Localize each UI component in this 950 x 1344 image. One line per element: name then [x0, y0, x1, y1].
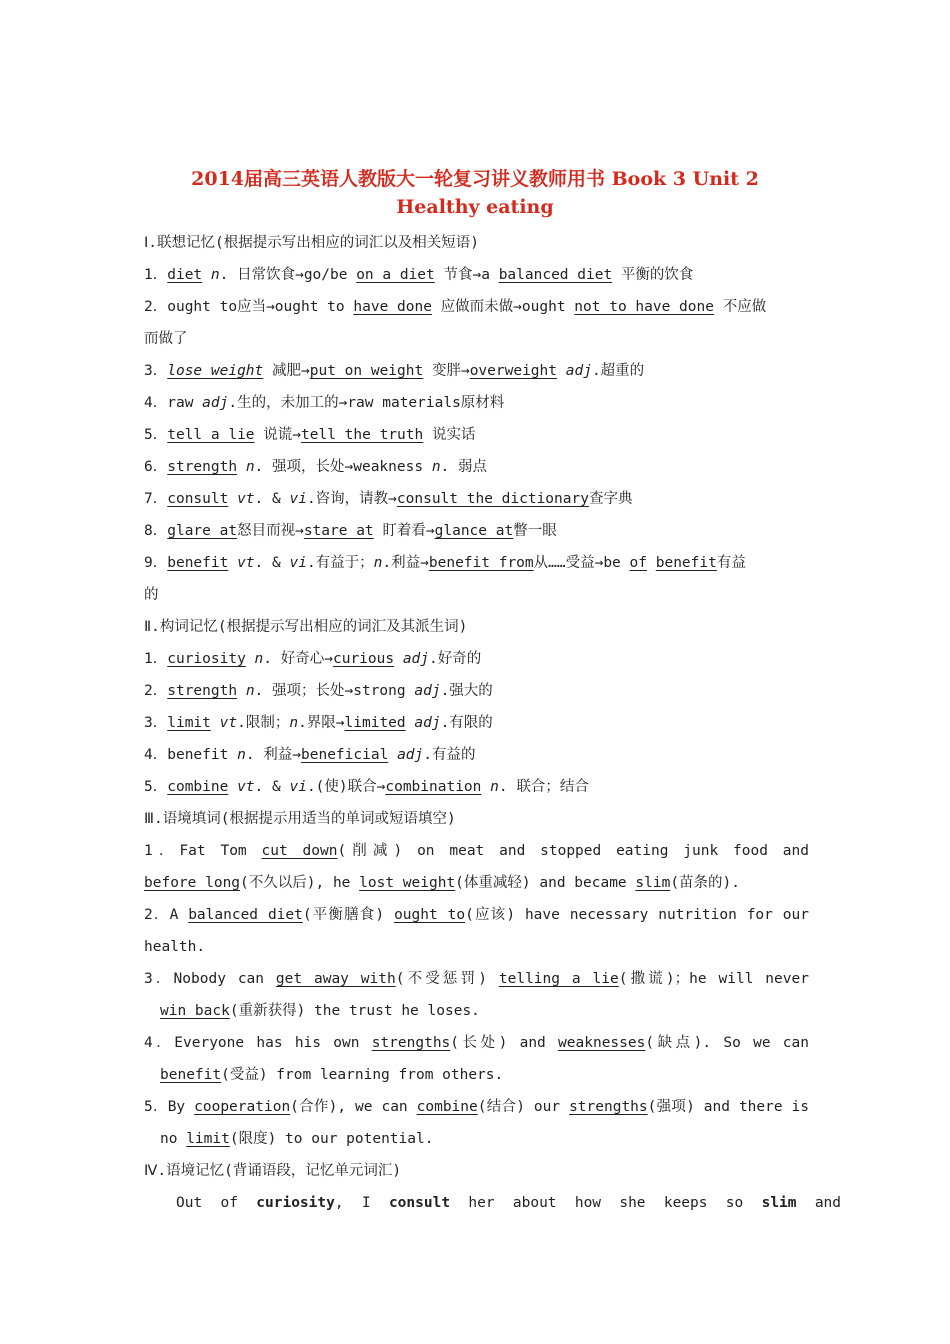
line-text: (撒谎)；he will never [618, 971, 809, 987]
line-text [237, 459, 246, 475]
line-text: vi [289, 491, 307, 507]
line-text: n [431, 459, 441, 475]
answer-text: beneficial [301, 747, 389, 763]
line-text: (削减) on meat and stopped eating junk food and [337, 843, 809, 859]
line-text: .有益的 [423, 747, 476, 763]
line-text: 说谎→ [254, 427, 302, 443]
answer-text: curiosity [167, 651, 246, 667]
line-text: Ⅳ.语境记忆(背诵语段，记忆单元词汇) [144, 1163, 402, 1179]
text-line [144, 233, 809, 253]
line-text: Ⅲ.语境填词(根据提示用适当的单词或短语填空) [144, 811, 456, 827]
answer-text: slim [635, 875, 671, 891]
answer-text: limited [344, 715, 406, 731]
line-text: 7． [144, 491, 168, 507]
line-text: n [289, 715, 299, 731]
line-text: .界限→ [298, 715, 345, 731]
line-text: . 利益→ [245, 747, 302, 763]
line-text: 不应做 [713, 299, 767, 315]
line-text: 平衡的饮食 [612, 267, 694, 283]
text-line [144, 1161, 809, 1181]
line-text: (重新获得) the trust he loses. [229, 1003, 480, 1019]
text-line [144, 297, 809, 317]
line-text: . & [254, 779, 290, 795]
line-text: adj [402, 651, 430, 667]
answer-text: stare at [303, 523, 374, 539]
line-text: n [490, 779, 499, 795]
answer-text: combine [167, 779, 229, 795]
line-text: n [245, 683, 255, 699]
line-text: 从……受益→be [533, 555, 630, 571]
line-text: and [796, 1195, 841, 1211]
line-text: 怒目而视→ [237, 523, 304, 539]
line-text: .利益→ [382, 555, 429, 571]
line-text: (长处) and [450, 1035, 559, 1051]
line-text: 瞥一眼 [513, 523, 557, 539]
line-text: no [160, 1131, 187, 1147]
text-line [144, 905, 809, 925]
line-text: 6． [144, 459, 168, 475]
line-text: Ⅰ.联想记忆(根据提示写出相应的词汇以及相关短语) [144, 235, 479, 251]
line-text: .超重的 [591, 363, 645, 379]
text-line [144, 425, 809, 445]
line-text: adj [414, 715, 441, 731]
line-text: Out of [176, 1195, 257, 1211]
line-text: 查字典 [588, 491, 633, 507]
text-line [144, 1097, 809, 1117]
answer-text: tell a lie [167, 427, 255, 443]
text-line [144, 841, 809, 861]
line-text: 盯着看→ [373, 523, 435, 539]
answer-text: before long [144, 875, 241, 891]
text-line [144, 329, 809, 349]
answer-text: glance at [434, 523, 514, 539]
answer-text: weaknesses [558, 1035, 646, 1051]
text-line [144, 393, 809, 413]
line-text: 5． [144, 427, 168, 443]
text-line [144, 809, 809, 829]
line-text: her about how she keeps so [450, 1195, 762, 1211]
line-text: (限度) to our potential. [229, 1131, 434, 1147]
line-text: adj [414, 683, 441, 699]
text-line [144, 681, 809, 701]
line-text: vt [237, 555, 255, 571]
line-text: 8． [144, 523, 168, 539]
line-text: . 强项，长处→weakness [254, 459, 432, 475]
line-text: 变胖→ [423, 363, 470, 379]
answer-text: cooperation [194, 1099, 291, 1115]
text-line [144, 489, 809, 509]
line-text: . 日常饮食→go/be [219, 267, 357, 283]
line-text: n [210, 267, 220, 283]
line-text: .有益于； [306, 555, 374, 571]
line-text: 1． [144, 651, 168, 667]
line-text: 节食→a [434, 267, 499, 283]
text-line [144, 937, 809, 957]
text-line [144, 1033, 809, 1053]
answer-text: benefit from [428, 555, 534, 571]
line-text: . & [254, 555, 290, 571]
line-text [228, 555, 237, 571]
line-text: 4．raw [144, 395, 203, 411]
answer-text: of [629, 555, 647, 571]
line-text: 2．A [144, 907, 189, 923]
line-text: (缺点). So we can [645, 1035, 809, 1051]
document-title-line-1: 2014届高三英语人教版大一轮复习讲义教师用书 Book 3 Unit 2 [191, 168, 759, 190]
line-text: 1． [144, 267, 168, 283]
answer-text: combine [416, 1099, 478, 1115]
answer-text: limit [167, 715, 211, 731]
line-text: 9． [144, 555, 168, 571]
line-text: 4．Everyone has his own [144, 1035, 372, 1051]
line-text: adj [397, 747, 424, 763]
text-line [144, 777, 809, 797]
line-text: .生的，未加工的→raw materials原材料 [228, 395, 505, 411]
line-text: (体重减轻) and became [455, 875, 636, 891]
line-text: adj [565, 363, 592, 379]
text-line [144, 873, 809, 893]
line-text: . & [254, 491, 290, 507]
text-line [144, 617, 809, 637]
line-text: (应该) have necessary nutrition for our [465, 907, 809, 923]
line-text: . 强项；长处→strong [254, 683, 415, 699]
answer-text: strengths [371, 1035, 451, 1051]
line-text: 3． [144, 715, 168, 731]
text-line [160, 1001, 825, 1021]
answer-text: balanced diet [498, 267, 613, 283]
answer-text: curious [332, 651, 395, 667]
text-line [144, 745, 809, 765]
line-text: n [237, 747, 246, 763]
line-text: . 好奇心→ [263, 651, 333, 667]
answer-text: win back [160, 1003, 230, 1019]
answer-text: cut down [261, 843, 338, 859]
line-text: (不久以后), he [240, 875, 360, 891]
line-text: 2．ought to应当→ought to [144, 299, 354, 315]
line-text: .有限的 [440, 715, 493, 731]
line-text: .(使)联合→ [306, 779, 386, 795]
answer-text: tell the truth [301, 427, 424, 443]
line-text [202, 267, 211, 283]
line-text [211, 715, 220, 731]
answer-text: diet [167, 267, 203, 283]
answer-text: have done [353, 299, 432, 315]
line-text [388, 747, 397, 763]
line-text: .强大的 [440, 683, 493, 699]
line-text: .咨询，请教→ [306, 491, 397, 507]
answer-text: ought to [394, 907, 466, 923]
answer-text: glare at [167, 523, 238, 539]
line-text: 2． [144, 683, 168, 699]
line-text: (苗条的). [670, 875, 741, 891]
line-text: 5． [144, 779, 168, 795]
line-text: vi [289, 555, 307, 571]
text-line [144, 553, 809, 573]
line-text: (强项) and there is [647, 1099, 809, 1115]
answer-text: consult [167, 491, 229, 507]
line-text: 减肥→ [263, 363, 310, 379]
line-text: (合作), we can [290, 1099, 417, 1115]
line-text [394, 651, 403, 667]
answer-text: limit [186, 1131, 230, 1147]
line-text: . 弱点 [440, 459, 488, 475]
line-text [647, 555, 656, 571]
line-text: (不受惩罚) [395, 971, 499, 987]
answer-text: strength [167, 683, 238, 699]
text-line [144, 361, 809, 381]
text-line [144, 585, 809, 605]
line-text: 1．Fat Tom [144, 843, 262, 859]
line-text: curiosity [256, 1195, 335, 1211]
answer-text: telling a lie [498, 971, 619, 987]
answer-text: get away with [275, 971, 396, 987]
text-line [176, 1193, 841, 1213]
line-text: health. [144, 939, 206, 955]
answer-text: consult the dictionary [396, 491, 589, 507]
line-text: Ⅱ.构词记忆(根据提示写出相应的词汇及其派生词) [144, 619, 468, 635]
answer-text: overweight [469, 363, 558, 379]
line-text: n [245, 459, 255, 475]
answer-text: strength [167, 459, 238, 475]
line-text: n [254, 651, 264, 667]
line-text: 而做了 [144, 331, 188, 347]
line-text: , I [334, 1195, 389, 1211]
line-text: vt [237, 779, 255, 795]
text-line [144, 713, 809, 733]
line-text: 4．benefit [144, 747, 238, 763]
line-text [246, 651, 255, 667]
answer-text: lose weight [167, 363, 264, 379]
text-line [144, 521, 809, 541]
text-line [144, 969, 809, 989]
line-text: 5．By [144, 1099, 195, 1115]
line-text: n [373, 555, 383, 571]
line-text: 3． [144, 363, 168, 379]
line-text: vi [289, 779, 307, 795]
line-text: .好奇的 [429, 651, 482, 667]
line-text: (受益) from learning from others. [221, 1067, 504, 1083]
line-text: vt [237, 491, 255, 507]
line-text: consult [388, 1195, 451, 1211]
line-text: adj [202, 395, 229, 411]
line-text: 说实话 [423, 427, 476, 443]
answer-text: lost weight [359, 875, 456, 891]
answer-text: benefit [655, 555, 717, 571]
line-text [228, 491, 237, 507]
line-text [237, 683, 246, 699]
answer-text: combination [385, 779, 482, 795]
line-text: slim [761, 1195, 797, 1211]
answer-text: benefit [160, 1067, 222, 1083]
text-line [144, 457, 809, 477]
answer-text: balanced diet [188, 907, 303, 923]
text-line [144, 649, 809, 669]
line-text [481, 779, 490, 795]
line-text: . 联合；结合 [498, 779, 589, 795]
line-text: (平衡膳食) [302, 907, 395, 923]
text-line [160, 1065, 825, 1085]
line-text: vt [219, 715, 238, 731]
line-text: .限制； [237, 715, 290, 731]
line-text: (结合) our [477, 1099, 570, 1115]
answer-text: benefit [167, 555, 229, 571]
document-title-line-2: Healthy eating [396, 196, 554, 218]
answer-text: not to have done [574, 299, 714, 315]
answer-text: strengths [569, 1099, 648, 1115]
answer-text: on a diet [356, 267, 435, 283]
text-line [160, 1129, 825, 1149]
answer-text: put on weight [309, 363, 424, 379]
line-text [228, 779, 237, 795]
text-line [144, 265, 809, 285]
line-text: 有益 [716, 555, 746, 571]
line-text: 3．Nobody can [144, 971, 276, 987]
line-text [557, 363, 566, 379]
line-text: 的 [144, 587, 159, 603]
line-text: 应做而未做→ought [431, 299, 575, 315]
